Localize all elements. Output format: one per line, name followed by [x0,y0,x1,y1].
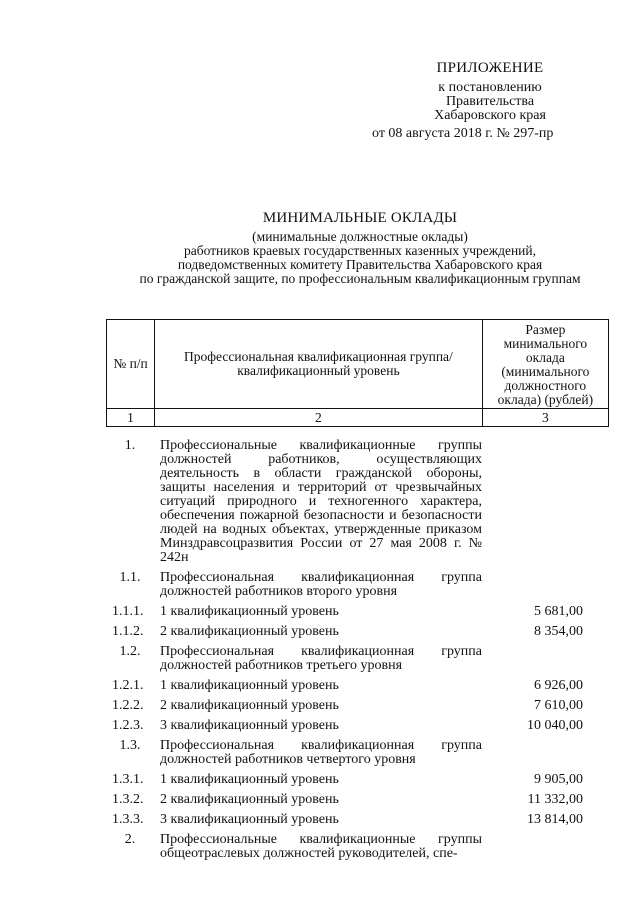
table-column-numbers [107,409,609,427]
row-text: 2 квалификационный уровень [160,624,339,639]
row-number: 1.1.1. [112,604,144,619]
table-row [106,625,609,639]
table-row [106,571,609,599]
appendix-header [372,60,600,141]
table-row [106,605,609,619]
appendix-date: от 08 августа 2018 г. № 297-пр [372,126,554,141]
salary-table [106,319,609,867]
table-header-row [107,320,609,409]
table-body [106,439,609,861]
row-text: Профессиональная квалификационная группа должностей работников третьего уровня [160,644,482,673]
row-text: 3 квалификационный уровень [160,812,339,827]
row-text: Профессиональная квалификационная группа должностей работников второго уровня [160,570,482,599]
row-salary-value: 5 681,00 [534,604,583,619]
row-number: 1.3. [119,738,141,753]
row-text: Профессиональная квалификационная группа должностей работников четвертого уровня [160,738,482,767]
row-number: 1.2.1. [112,678,144,693]
table-row [106,439,609,565]
table-row [106,699,609,713]
document-subtitle-4: по гражданской защите, по профессиональным квалификационным группам [139,271,581,286]
row-number: 1.2.2. [112,698,144,713]
row-salary-value: 6 926,00 [534,678,583,693]
table-row [106,739,609,767]
row-number: 1.3.2. [112,792,144,807]
row-text: Профессиональные квалификационные группы должностей работников, осуществляющих деятельность в области гражданской обороны, защиты населения и территорий от чрезвычайных ситуаций природного и техногенного характера, обеспечения пожарной безопасности и безопасности людей на водных объектах, утвержденные приказом Минздравсоцразвития России от 27 мая 2008 г. № 242н [160,438,482,565]
document-title: МИНИМАЛЬНЫЕ ОКЛАДЫ [262,210,458,226]
row-salary-value: 8 354,00 [534,624,583,639]
row-salary-value: 13 814,00 [527,812,583,827]
row-number: 1.1.2. [112,624,144,639]
row-salary-value [482,645,609,673]
row-salary-value [482,571,609,599]
header-salary: Размер минимального оклада (минимального должностного оклада) (рублей) [482,320,608,409]
row-salary-value [482,439,609,565]
column-number-3: 3 [482,409,608,427]
row-text: 2 квалификационный уровень [160,698,339,713]
table-row [106,719,609,733]
row-number: 1.3.3. [112,812,144,827]
row-salary-value [482,739,609,767]
row-number: 1.1. [119,570,141,585]
table-row [106,793,609,807]
header-number: № п/п [107,320,155,409]
table-row [106,833,609,861]
document-subtitle-3: подведомственных комитету Правительства Хабаровского края [177,257,543,272]
row-number: 1.3.1. [112,772,144,787]
table-row [106,773,609,787]
table-header [106,319,609,427]
column-number-1: 1 [107,409,155,427]
row-text: 1 квалификационный уровень [160,604,339,619]
appendix-line-2: Правительства [445,94,535,109]
row-text: 1 квалификационный уровень [160,772,339,787]
row-number: 2. [124,832,136,847]
document-subtitle-1: (минимальные должностные оклады) [252,229,468,244]
appendix-title: ПРИЛОЖЕНИЕ [436,60,544,76]
document-subtitle-2: работников краевых государственных казенных учреждений, [183,243,537,258]
row-text: 2 квалификационный уровень [160,792,339,807]
row-number: 1.2.3. [112,718,144,733]
row-number: 1. [124,438,136,453]
appendix-line-1: к постановлению [438,80,542,95]
header-group: Профессиональная квалификационная группа/ квалификационный уровень [155,320,483,409]
appendix-line-3: Хабаровского края [434,108,546,123]
row-salary-value: 10 040,00 [527,718,583,733]
table-row [106,813,609,827]
row-number: 1.2. [119,644,141,659]
row-text: 1 квалификационный уровень [160,678,339,693]
table-row [106,645,609,673]
column-number-2: 2 [155,409,483,427]
row-text: 3 квалификационный уровень [160,718,339,733]
document-title-block [100,208,620,286]
row-text: Профессиональные квалификационные группы общеотраслевых должностей руководителей, спе- [160,832,482,861]
table-row [106,679,609,693]
row-salary-value: 9 905,00 [534,772,583,787]
row-salary-value: 7 610,00 [534,698,583,713]
row-salary-value: 11 332,00 [527,792,583,807]
row-salary-value [482,833,609,861]
